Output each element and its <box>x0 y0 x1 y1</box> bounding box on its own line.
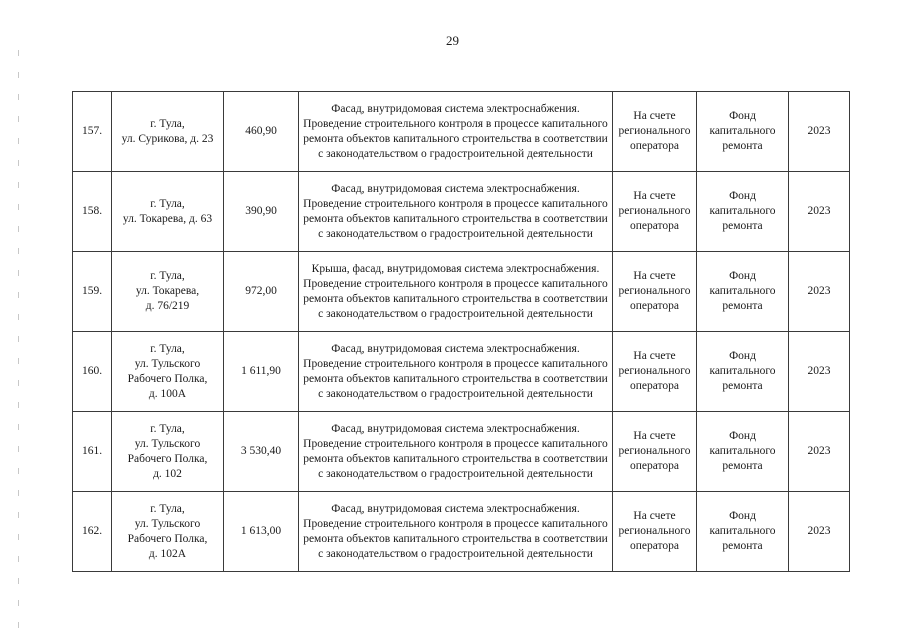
address-line: г. Тула, <box>150 197 185 210</box>
address-cell <box>112 172 224 252</box>
year-cell: 2023 <box>789 92 850 172</box>
address-line: г. Тула, <box>150 117 185 130</box>
row-number: 161. <box>73 412 112 492</box>
table-row <box>73 492 850 572</box>
address-cell <box>112 492 224 572</box>
address-cell <box>112 412 224 492</box>
address-line: Рабочего Полка, <box>127 452 208 465</box>
account-cell: На счете регионального оператора <box>613 412 697 492</box>
works-cell: Фасад, внутридомовая система электроснабжения. Проведение строительного контроля в процессе капитального ремонта объектов капитального строительства в соответствии с законодательством о градостроительной деятельности <box>299 492 613 572</box>
address-cell <box>112 332 224 412</box>
address-line: ул. Токарева, д. 63 <box>122 212 213 225</box>
address-line: ул. Токарева, <box>135 285 200 297</box>
funding-source-cell: Фонд капитального ремонта <box>697 412 789 492</box>
account-cell: На счете регионального оператора <box>613 332 697 412</box>
table-row <box>73 332 850 412</box>
scan-edge-marks <box>18 50 20 630</box>
row-number: 158. <box>73 172 112 252</box>
address-line: д. 102А <box>148 547 187 560</box>
table-row <box>73 172 850 252</box>
address-line: Рабочего Полка, <box>127 532 208 545</box>
area-cell: 972,00 <box>224 252 299 332</box>
row-number: 159. <box>73 252 112 332</box>
page-number: 29 <box>446 33 459 48</box>
row-number: 157. <box>73 92 112 172</box>
account-cell: На счете регионального оператора <box>613 92 697 172</box>
row-number: 160. <box>73 332 112 412</box>
address-line: г. Тула, <box>150 422 185 435</box>
area-cell: 460,90 <box>224 92 299 172</box>
area-cell: 3 530,40 <box>224 412 299 492</box>
funding-source-cell: Фонд капитального ремонта <box>697 332 789 412</box>
funding-source-cell: Фонд капитального ремонта <box>697 92 789 172</box>
address-cell <box>112 92 224 172</box>
works-cell: Крыша, фасад, внутридомовая система электроснабжения. Проведение строительного контроля в процессе капитального ремонта объектов капитального строительства в соответствии с законодательством о градостроительной деятельности <box>299 252 613 332</box>
address-line: ул. Тульского <box>134 517 201 530</box>
year-cell: 2023 <box>789 492 850 572</box>
area-cell: 390,90 <box>224 172 299 252</box>
year-cell: 2023 <box>789 412 850 492</box>
address-line: ул. Сурикова, д. 23 <box>121 132 214 145</box>
register-table <box>72 91 850 572</box>
address-cell <box>112 252 224 332</box>
address-line: д. 76/219 <box>145 300 190 312</box>
funding-source-cell: Фонд капитального ремонта <box>697 492 789 572</box>
address-line: г. Тула, <box>150 270 185 282</box>
address-line: д. 102 <box>153 467 182 480</box>
address-line: ул. Тульского <box>134 357 201 370</box>
works-cell: Фасад, внутридомовая система электроснабжения. Проведение строительного контроля в процессе капитального ремонта объектов капитального строительства в соответствии с законодательством о градостроительной деятельности <box>299 332 613 412</box>
works-cell: Фасад, внутридомовая система электроснабжения. Проведение строительного контроля в процессе капитального ремонта объектов капитального строительства в соответствии с законодательством о градостроительной деятельности <box>299 92 613 172</box>
address-line: г. Тула, <box>150 502 185 515</box>
works-cell: Фасад, внутридомовая система электроснабжения. Проведение строительного контроля в процессе капитального ремонта объектов капитального строительства в соответствии с законодательством о градостроительной деятельности <box>299 412 613 492</box>
funding-source-cell: Фонд капитального ремонта <box>697 252 789 332</box>
address-line: Рабочего Полка, <box>127 372 208 385</box>
address-line: г. Тула, <box>150 342 185 355</box>
year-cell: 2023 <box>789 332 850 412</box>
year-cell: 2023 <box>789 252 850 332</box>
table-row <box>73 252 850 332</box>
account-cell: На счете регионального оператора <box>613 252 697 332</box>
works-cell: Фасад, внутридомовая система электроснабжения. Проведение строительного контроля в процессе капитального ремонта объектов капитального строительства в соответствии с законодательством о градостроительной деятельности <box>299 172 613 252</box>
account-cell: На счете регионального оператора <box>613 172 697 252</box>
year-cell: 2023 <box>789 172 850 252</box>
table-row <box>73 412 850 492</box>
area-cell: 1 611,90 <box>224 332 299 412</box>
row-number: 162. <box>73 492 112 572</box>
address-line: д. 100А <box>148 387 187 400</box>
table-row <box>73 92 850 172</box>
account-cell: На счете регионального оператора <box>613 492 697 572</box>
funding-source-cell: Фонд капитального ремонта <box>697 172 789 252</box>
address-line: ул. Тульского <box>134 437 201 450</box>
area-cell: 1 613,00 <box>224 492 299 572</box>
